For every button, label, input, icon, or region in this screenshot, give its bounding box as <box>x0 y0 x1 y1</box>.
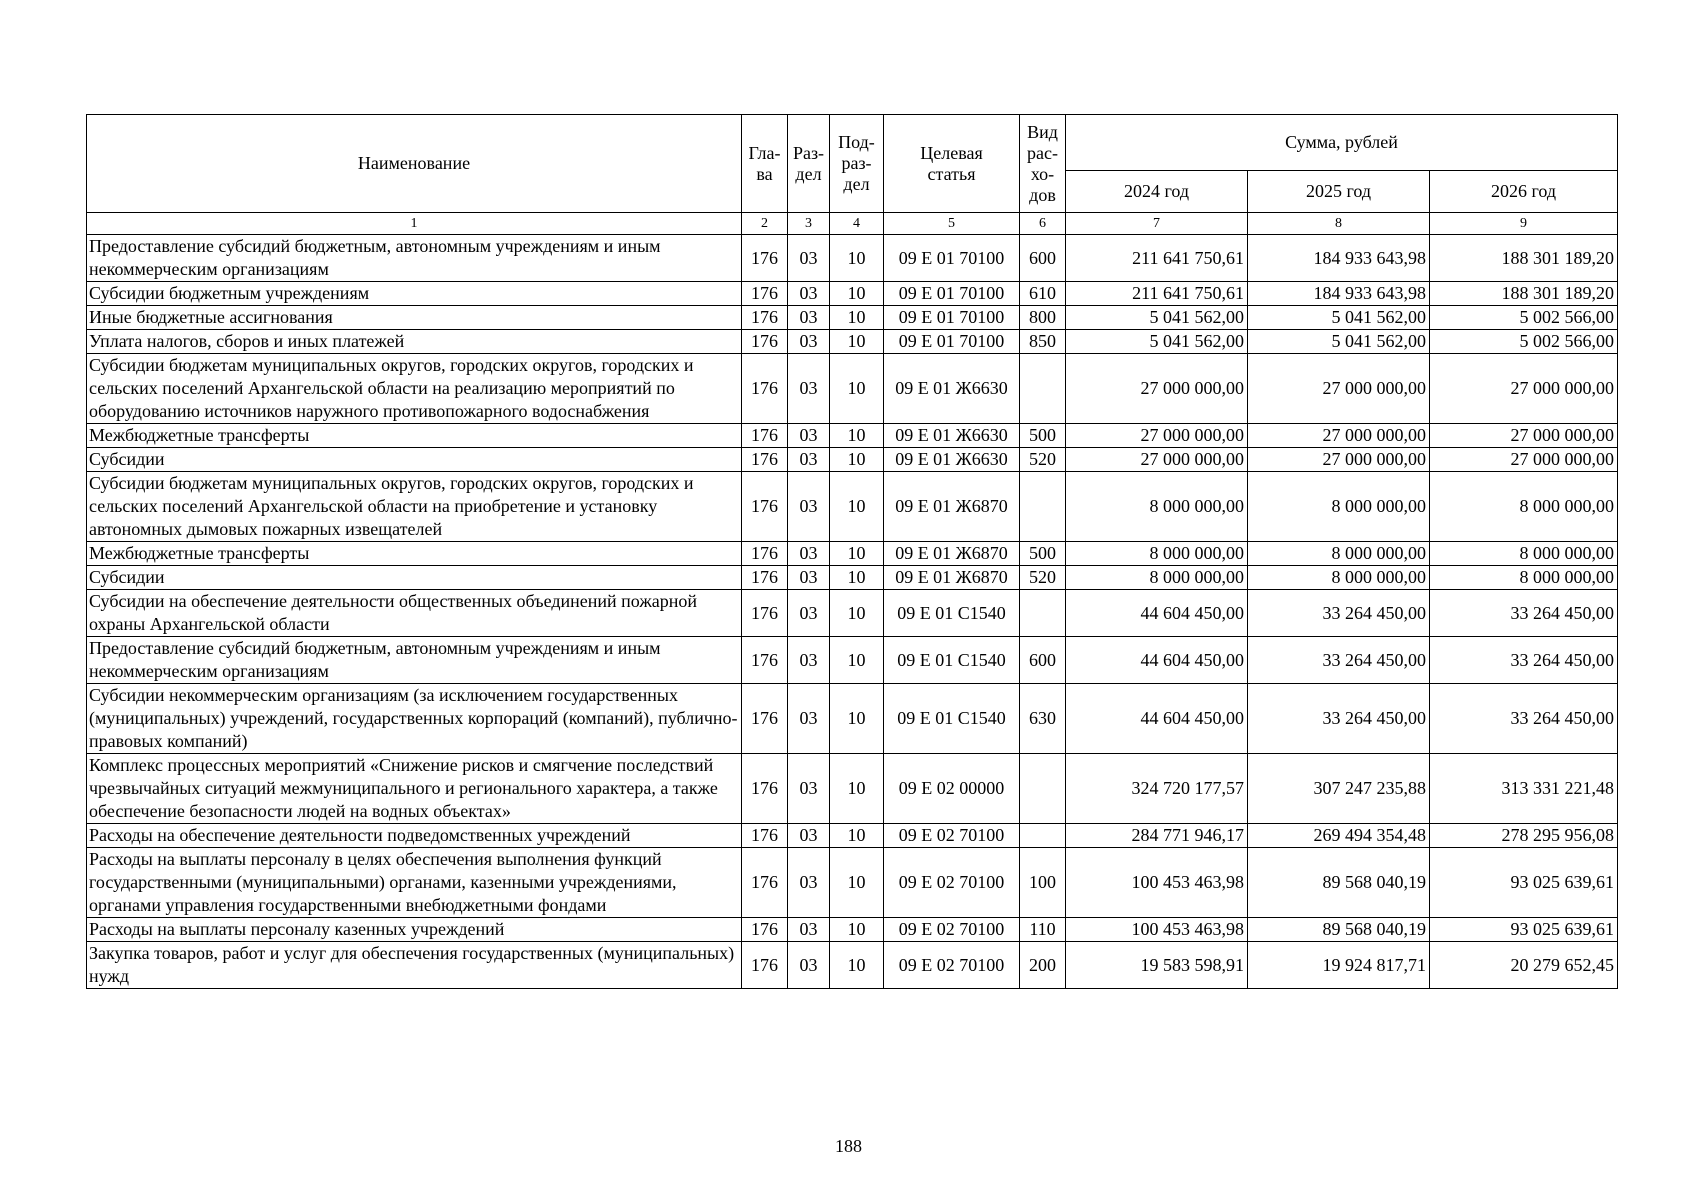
row-vid-rashodov: 600 <box>1020 235 1066 282</box>
header-podrazdel: Под- раз- дел <box>830 115 884 213</box>
row-sum-2025: 8 000 000,00 <box>1248 542 1430 566</box>
row-sum-2026: 27 000 000,00 <box>1430 448 1618 472</box>
row-sum-2026: 20 279 652,45 <box>1430 942 1618 989</box>
header-summa: Сумма, рублей <box>1066 115 1618 171</box>
row-celevaya-statya: 09 Е 02 00000 <box>884 754 1020 824</box>
row-podrazdel: 10 <box>830 824 884 848</box>
row-celevaya-statya: 09 Е 01 70100 <box>884 306 1020 330</box>
row-vid-rashodov: 610 <box>1020 282 1066 306</box>
row-vid-rashodov <box>1020 354 1066 424</box>
row-sum-2026: 8 000 000,00 <box>1430 472 1618 542</box>
row-podrazdel: 10 <box>830 354 884 424</box>
table-row <box>87 472 1618 542</box>
row-celevaya-statya: 09 Е 01 Ж6870 <box>884 542 1020 566</box>
row-glava: 176 <box>742 824 788 848</box>
row-sum-2026: 5 002 566,00 <box>1430 306 1618 330</box>
row-glava: 176 <box>742 684 788 754</box>
table-row <box>87 918 1618 942</box>
header-vid-rashodov: Вид рас- хо- дов <box>1020 115 1066 213</box>
row-sum-2026: 313 331 221,48 <box>1430 754 1618 824</box>
column-number: 3 <box>788 213 830 235</box>
row-name: Закупка товаров, работ и услуг для обеспечения государственных (муниципальных) нужд <box>87 942 742 989</box>
row-razdel: 03 <box>788 282 830 306</box>
table-row <box>87 754 1618 824</box>
row-sum-2025: 5 041 562,00 <box>1248 330 1430 354</box>
row-sum-2026: 8 000 000,00 <box>1430 566 1618 590</box>
row-celevaya-statya: 09 Е 02 70100 <box>884 824 1020 848</box>
row-glava: 176 <box>742 424 788 448</box>
row-razdel: 03 <box>788 566 830 590</box>
row-celevaya-statya: 09 Е 01 Ж6630 <box>884 354 1020 424</box>
row-sum-2024: 5 041 562,00 <box>1066 306 1248 330</box>
row-sum-2024: 44 604 450,00 <box>1066 684 1248 754</box>
row-celevaya-statya: 09 Е 01 С1540 <box>884 590 1020 637</box>
budget-table <box>86 114 1618 989</box>
row-razdel: 03 <box>788 918 830 942</box>
row-glava: 176 <box>742 848 788 918</box>
row-vid-rashodov: 600 <box>1020 637 1066 684</box>
row-sum-2026: 278 295 956,08 <box>1430 824 1618 848</box>
row-sum-2025: 307 247 235,88 <box>1248 754 1430 824</box>
row-podrazdel: 10 <box>830 590 884 637</box>
column-number: 9 <box>1430 213 1618 235</box>
row-vid-rashodov: 500 <box>1020 424 1066 448</box>
row-vid-rashodov: 850 <box>1020 330 1066 354</box>
row-razdel: 03 <box>788 354 830 424</box>
table-row <box>87 542 1618 566</box>
table-row <box>87 354 1618 424</box>
column-number: 4 <box>830 213 884 235</box>
row-sum-2025: 89 568 040,19 <box>1248 918 1430 942</box>
header-name: Наименование <box>87 115 742 213</box>
row-razdel: 03 <box>788 472 830 542</box>
row-sum-2024: 211 641 750,61 <box>1066 235 1248 282</box>
row-podrazdel: 10 <box>830 330 884 354</box>
table-row <box>87 848 1618 918</box>
column-number: 6 <box>1020 213 1066 235</box>
row-sum-2025: 8 000 000,00 <box>1248 472 1430 542</box>
row-celevaya-statya: 09 Е 01 70100 <box>884 235 1020 282</box>
row-glava: 176 <box>742 942 788 989</box>
row-sum-2026: 93 025 639,61 <box>1430 848 1618 918</box>
row-celevaya-statya: 09 Е 02 70100 <box>884 942 1020 989</box>
row-sum-2024: 100 453 463,98 <box>1066 848 1248 918</box>
row-name: Межбюджетные трансферты <box>87 542 742 566</box>
row-razdel: 03 <box>788 848 830 918</box>
row-glava: 176 <box>742 354 788 424</box>
column-number: 2 <box>742 213 788 235</box>
row-celevaya-statya: 09 Е 01 70100 <box>884 282 1020 306</box>
column-number: 5 <box>884 213 1020 235</box>
row-podrazdel: 10 <box>830 235 884 282</box>
row-podrazdel: 10 <box>830 542 884 566</box>
row-razdel: 03 <box>788 637 830 684</box>
row-vid-rashodov: 500 <box>1020 542 1066 566</box>
row-glava: 176 <box>742 754 788 824</box>
row-sum-2024: 8 000 000,00 <box>1066 472 1248 542</box>
table-row <box>87 942 1618 989</box>
row-name: Предоставление субсидий бюджетным, автономным учреждениям и иным некоммерческим организациям <box>87 637 742 684</box>
row-glava: 176 <box>742 235 788 282</box>
row-podrazdel: 10 <box>830 282 884 306</box>
row-name: Комплекс процессных мероприятий «Снижение рисков и смягчение последствий чрезвычайных ситуаций межмуниципального и регионального характера, а также обеспечение безопасности людей на водных объектах» <box>87 754 742 824</box>
row-sum-2024: 284 771 946,17 <box>1066 824 1248 848</box>
row-celevaya-statya: 09 Е 01 С1540 <box>884 637 1020 684</box>
row-sum-2025: 33 264 450,00 <box>1248 590 1430 637</box>
row-name: Субсидии некоммерческим организациям (за исключением государственных (муниципальных) учреждений, государственных корпораций (компаний), публично-правовых компаний) <box>87 684 742 754</box>
row-vid-rashodov: 200 <box>1020 942 1066 989</box>
row-glava: 176 <box>742 282 788 306</box>
row-sum-2026: 33 264 450,00 <box>1430 590 1618 637</box>
row-razdel: 03 <box>788 590 830 637</box>
row-celevaya-statya: 09 Е 01 С1540 <box>884 684 1020 754</box>
row-celevaya-statya: 09 Е 01 Ж6870 <box>884 472 1020 542</box>
row-vid-rashodov: 520 <box>1020 566 1066 590</box>
row-sum-2024: 44 604 450,00 <box>1066 637 1248 684</box>
row-sum-2026: 33 264 450,00 <box>1430 684 1618 754</box>
row-razdel: 03 <box>788 424 830 448</box>
row-sum-2026: 93 025 639,61 <box>1430 918 1618 942</box>
row-celevaya-statya: 09 Е 01 Ж6870 <box>884 566 1020 590</box>
row-sum-2026: 33 264 450,00 <box>1430 637 1618 684</box>
row-sum-2024: 8 000 000,00 <box>1066 566 1248 590</box>
table-row <box>87 684 1618 754</box>
row-podrazdel: 10 <box>830 448 884 472</box>
header-year-2024: 2024 год <box>1066 171 1248 213</box>
row-sum-2025: 27 000 000,00 <box>1248 354 1430 424</box>
row-name: Субсидии бюджетам муниципальных округов, городских округов, городских и сельских поселений Архангельской области на реализацию мероприятий по оборудованию источников наружного противопожарного водоснабжения <box>87 354 742 424</box>
row-sum-2024: 5 041 562,00 <box>1066 330 1248 354</box>
row-sum-2024: 211 641 750,61 <box>1066 282 1248 306</box>
row-podrazdel: 10 <box>830 566 884 590</box>
row-podrazdel: 10 <box>830 848 884 918</box>
row-sum-2024: 44 604 450,00 <box>1066 590 1248 637</box>
table-row <box>87 566 1618 590</box>
row-podrazdel: 10 <box>830 754 884 824</box>
row-sum-2026: 27 000 000,00 <box>1430 424 1618 448</box>
table-row <box>87 282 1618 306</box>
row-sum-2025: 33 264 450,00 <box>1248 684 1430 754</box>
row-sum-2026: 188 301 189,20 <box>1430 282 1618 306</box>
header-glava: Гла- ва <box>742 115 788 213</box>
row-razdel: 03 <box>788 235 830 282</box>
row-glava: 176 <box>742 306 788 330</box>
row-razdel: 03 <box>788 306 830 330</box>
row-vid-rashodov: 110 <box>1020 918 1066 942</box>
row-celevaya-statya: 09 Е 02 70100 <box>884 918 1020 942</box>
row-glava: 176 <box>742 330 788 354</box>
row-razdel: 03 <box>788 754 830 824</box>
row-razdel: 03 <box>788 330 830 354</box>
column-number: 8 <box>1248 213 1430 235</box>
row-sum-2025: 19 924 817,71 <box>1248 942 1430 989</box>
row-sum-2025: 184 933 643,98 <box>1248 235 1430 282</box>
row-glava: 176 <box>742 637 788 684</box>
row-razdel: 03 <box>788 542 830 566</box>
row-razdel: 03 <box>788 448 830 472</box>
row-name: Субсидии <box>87 448 742 472</box>
row-sum-2026: 27 000 000,00 <box>1430 354 1618 424</box>
row-sum-2024: 8 000 000,00 <box>1066 542 1248 566</box>
row-podrazdel: 10 <box>830 637 884 684</box>
table-row <box>87 330 1618 354</box>
row-name: Субсидии <box>87 566 742 590</box>
row-name: Межбюджетные трансферты <box>87 424 742 448</box>
table-row <box>87 448 1618 472</box>
row-glava: 176 <box>742 590 788 637</box>
row-vid-rashodov: 800 <box>1020 306 1066 330</box>
row-vid-rashodov: 520 <box>1020 448 1066 472</box>
row-vid-rashodov: 100 <box>1020 848 1066 918</box>
row-name: Уплата налогов, сборов и иных платежей <box>87 330 742 354</box>
column-number: 1 <box>87 213 742 235</box>
page-number: 188 <box>835 1136 862 1156</box>
row-name: Предоставление субсидий бюджетным, автономным учреждениям и иным некоммерческим организациям <box>87 235 742 282</box>
row-podrazdel: 10 <box>830 424 884 448</box>
row-vid-rashodov <box>1020 472 1066 542</box>
header-year-2026: 2026 год <box>1430 171 1618 213</box>
row-name: Субсидии бюджетным учреждениям <box>87 282 742 306</box>
row-glava: 176 <box>742 542 788 566</box>
row-sum-2025: 33 264 450,00 <box>1248 637 1430 684</box>
header-razdel: Раз- дел <box>788 115 830 213</box>
table-row <box>87 637 1618 684</box>
row-podrazdel: 10 <box>830 918 884 942</box>
row-podrazdel: 10 <box>830 472 884 542</box>
row-razdel: 03 <box>788 684 830 754</box>
row-name: Расходы на обеспечение деятельности подведомственных учреждений <box>87 824 742 848</box>
row-glava: 176 <box>742 566 788 590</box>
row-name: Субсидии бюджетам муниципальных округов, городских округов, городских и сельских поселений Архангельской области на приобретение и установку автономных дымовых пожарных извещателей <box>87 472 742 542</box>
row-sum-2024: 19 583 598,91 <box>1066 942 1248 989</box>
row-celevaya-statya: 09 Е 01 Ж6630 <box>884 424 1020 448</box>
row-vid-rashodov <box>1020 590 1066 637</box>
row-vid-rashodov: 630 <box>1020 684 1066 754</box>
row-name: Субсидии на обеспечение деятельности общественных объединений пожарной охраны Архангельской области <box>87 590 742 637</box>
row-celevaya-statya: 09 Е 01 70100 <box>884 330 1020 354</box>
row-sum-2025: 27 000 000,00 <box>1248 424 1430 448</box>
column-number-row <box>87 213 1618 235</box>
row-sum-2026: 188 301 189,20 <box>1430 235 1618 282</box>
table-row <box>87 235 1618 282</box>
row-vid-rashodov <box>1020 824 1066 848</box>
row-sum-2025: 5 041 562,00 <box>1248 306 1430 330</box>
table-row <box>87 424 1618 448</box>
row-sum-2025: 184 933 643,98 <box>1248 282 1430 306</box>
header-celevaya-statya: Целевая статья <box>884 115 1020 213</box>
row-name: Иные бюджетные ассигнования <box>87 306 742 330</box>
row-sum-2024: 27 000 000,00 <box>1066 424 1248 448</box>
row-celevaya-statya: 09 Е 01 Ж6630 <box>884 448 1020 472</box>
row-vid-rashodov <box>1020 754 1066 824</box>
table-row <box>87 824 1618 848</box>
row-glava: 176 <box>742 448 788 472</box>
row-name: Расходы на выплаты персоналу в целях обеспечения выполнения функций государственными (муниципальными) органами, казенными учреждениями, органами управления государственными внебюджетными фондами <box>87 848 742 918</box>
row-sum-2026: 8 000 000,00 <box>1430 542 1618 566</box>
row-sum-2024: 100 453 463,98 <box>1066 918 1248 942</box>
row-podrazdel: 10 <box>830 684 884 754</box>
row-sum-2025: 27 000 000,00 <box>1248 448 1430 472</box>
row-podrazdel: 10 <box>830 942 884 989</box>
row-glava: 176 <box>742 472 788 542</box>
row-celevaya-statya: 09 Е 02 70100 <box>884 848 1020 918</box>
row-razdel: 03 <box>788 942 830 989</box>
row-glava: 176 <box>742 918 788 942</box>
table-row <box>87 306 1618 330</box>
row-sum-2025: 8 000 000,00 <box>1248 566 1430 590</box>
column-number: 7 <box>1066 213 1248 235</box>
table-row <box>87 590 1618 637</box>
row-sum-2024: 27 000 000,00 <box>1066 354 1248 424</box>
row-sum-2025: 269 494 354,48 <box>1248 824 1430 848</box>
row-name: Расходы на выплаты персоналу казенных учреждений <box>87 918 742 942</box>
row-sum-2026: 5 002 566,00 <box>1430 330 1618 354</box>
row-sum-2024: 324 720 177,57 <box>1066 754 1248 824</box>
row-podrazdel: 10 <box>830 306 884 330</box>
row-sum-2025: 89 568 040,19 <box>1248 848 1430 918</box>
header-year-2025: 2025 год <box>1248 171 1430 213</box>
row-sum-2024: 27 000 000,00 <box>1066 448 1248 472</box>
row-razdel: 03 <box>788 824 830 848</box>
